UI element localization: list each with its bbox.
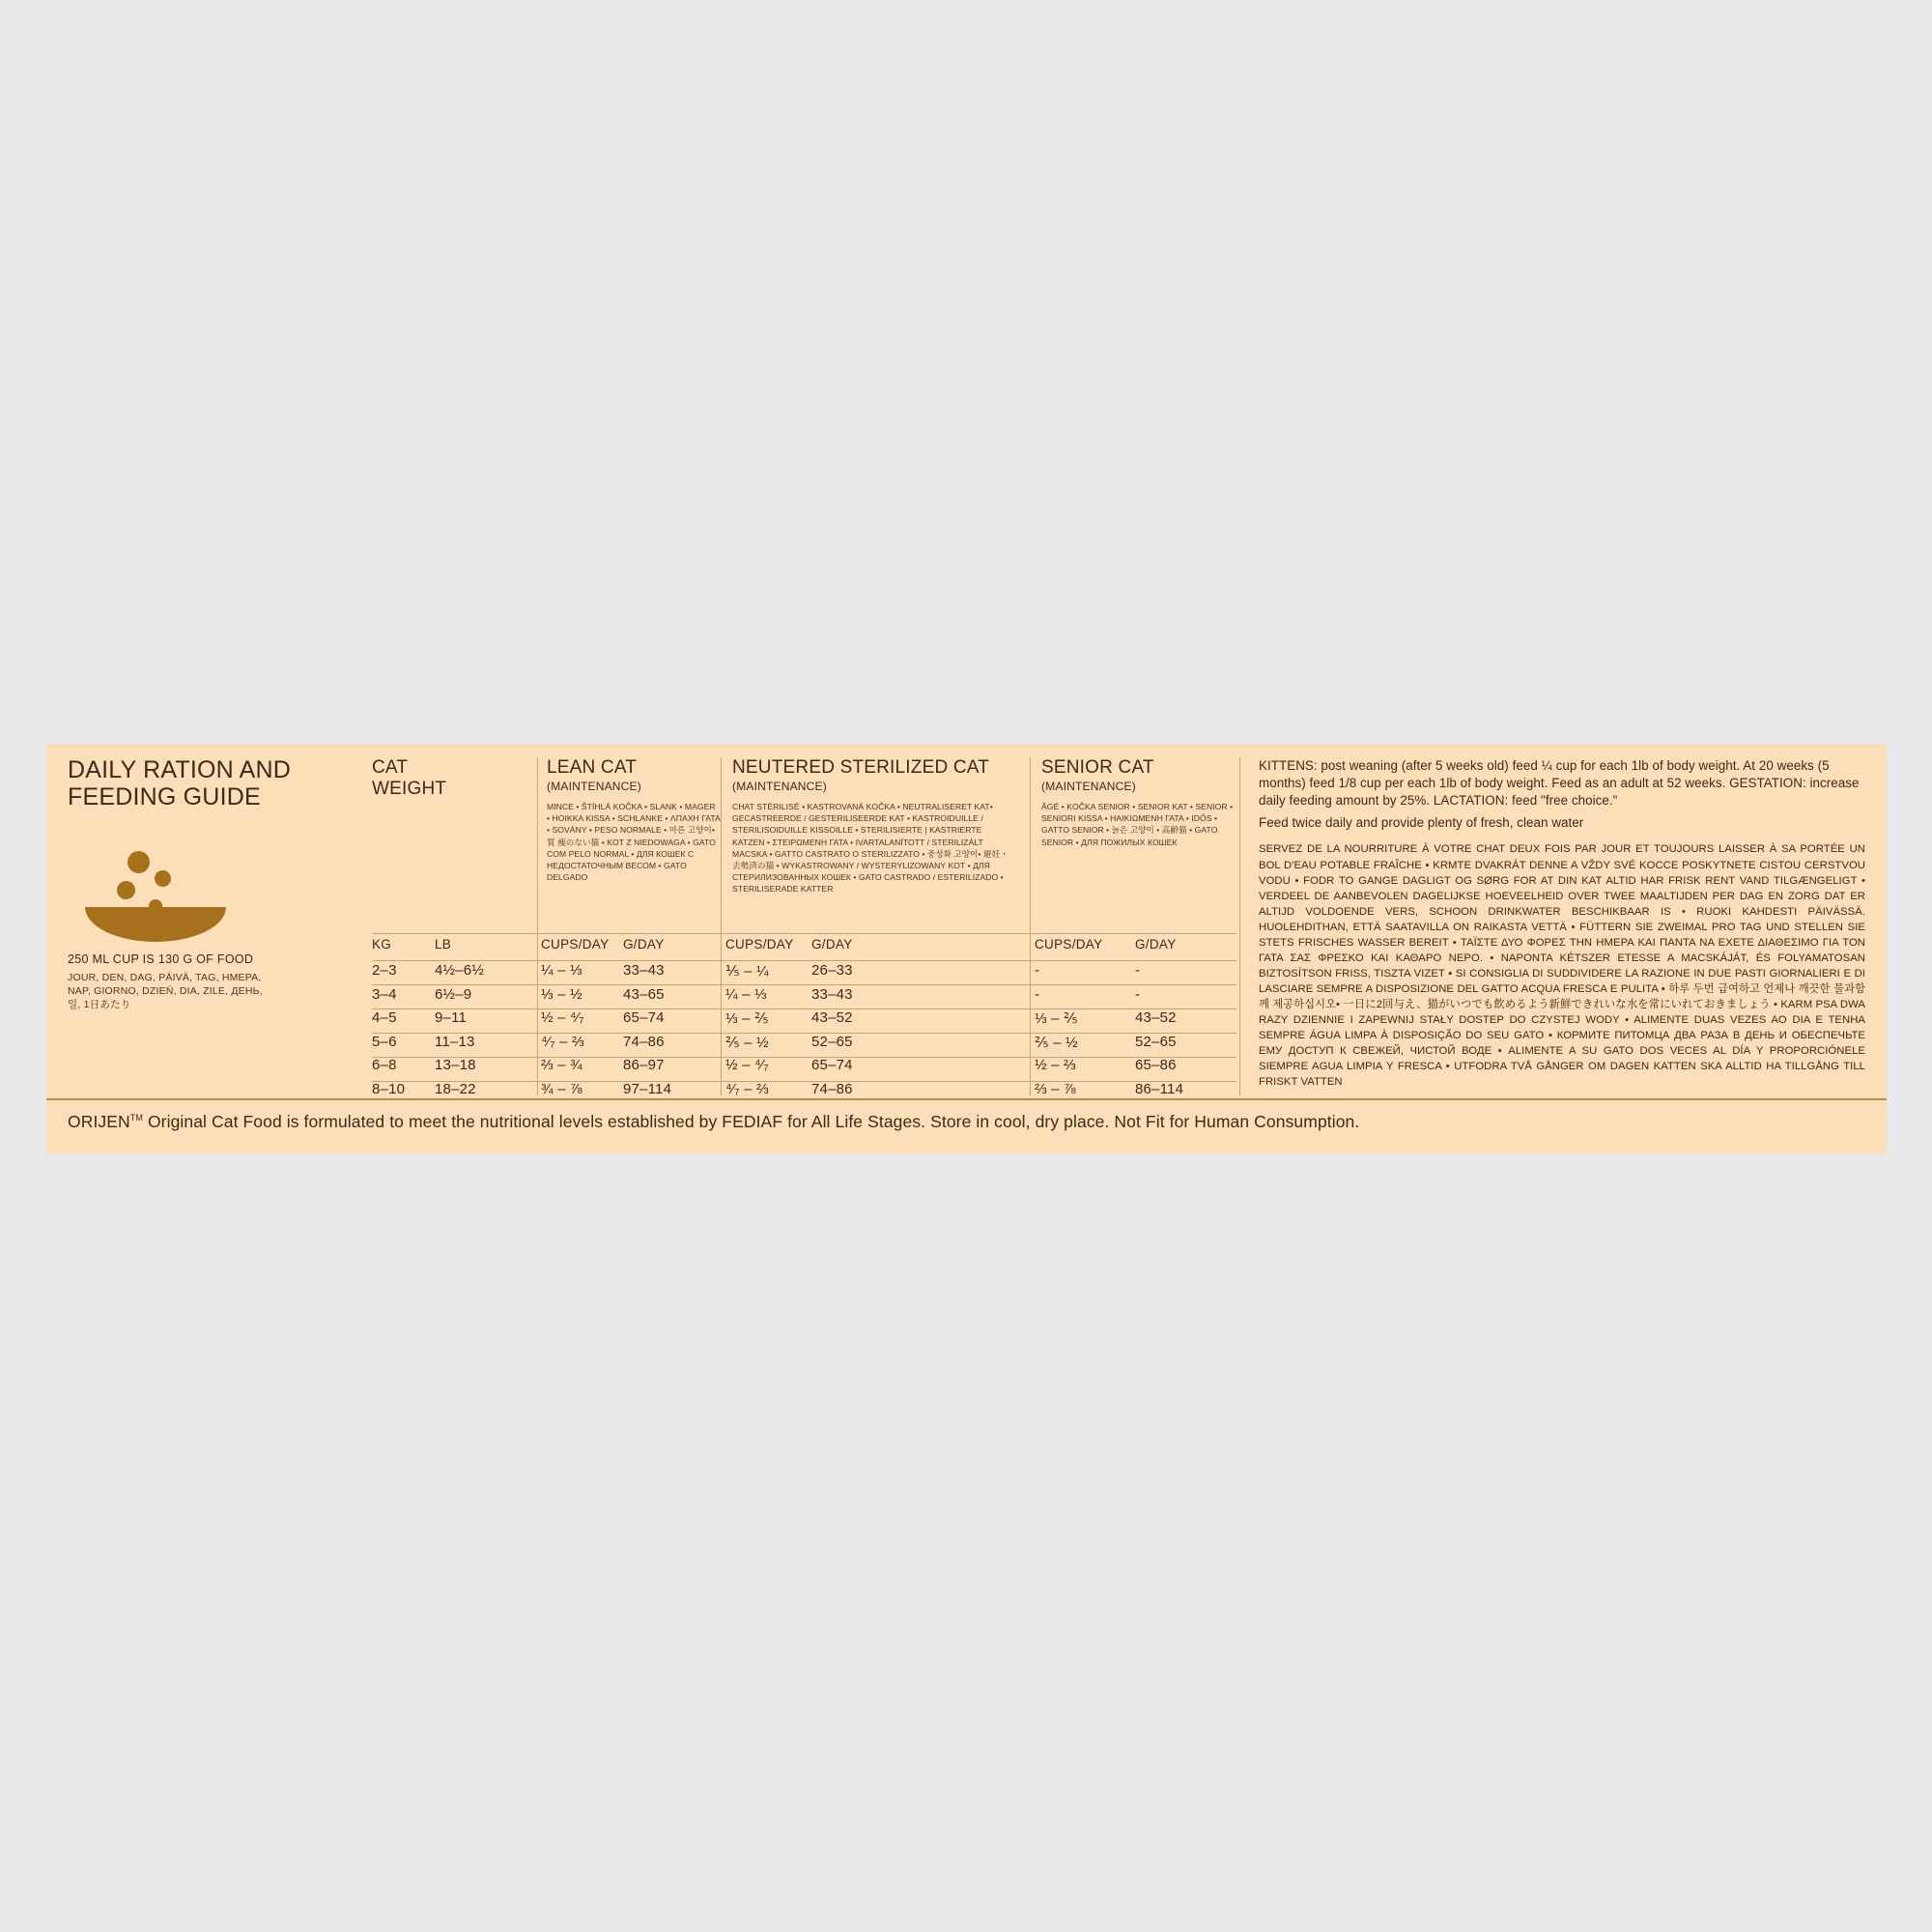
header-senior-cups: CUPS/DAY bbox=[1035, 937, 1103, 952]
cell-kg: 5–6 bbox=[372, 1033, 397, 1050]
column-heading: LEAN CAT bbox=[547, 757, 638, 778]
cell-lean-grams: 97–114 bbox=[623, 1080, 672, 1097]
column-divider bbox=[1239, 757, 1240, 1095]
cell-lean-grams: 86–97 bbox=[623, 1057, 665, 1073]
cup-note-translations: JOUR, DEN, DAG, PÄIVÄ, TAG, HMEPA, NAP, GIORNO, DZIEŃ, DIA, ZILE, ДЕНЬ, 일, 1日あたり bbox=[68, 972, 263, 1011]
cell-lean-grams: 65–74 bbox=[623, 1009, 665, 1026]
cell-neutered-grams: 33–43 bbox=[811, 985, 853, 1003]
cell-lean-cups: ⅔ – ¾ bbox=[541, 1057, 582, 1073]
cell-senior-cups: - bbox=[1035, 962, 1040, 979]
feeding-guide-panel bbox=[46, 744, 1887, 1154]
cell-lean-cups: ½ – ⁴⁄₇ bbox=[541, 1009, 584, 1026]
cell-lean-cups: ¼ – ⅓ bbox=[541, 962, 582, 979]
cell-senior-grams: 86–114 bbox=[1135, 1080, 1184, 1097]
trademark-symbol: TM bbox=[129, 1113, 143, 1123]
header-lean-grams: G/DAY bbox=[623, 937, 665, 952]
cup-conversion-note: 250 ML CUP IS 130 G OF FOOD bbox=[68, 952, 254, 966]
page-title bbox=[68, 757, 328, 810]
column-translations: ÂGÉ • KOČKA SENIOR • SENIOR KAT • SENIOR • SENIORI KISSA • HAIΚΙΩΜΕΝΗ ΓΑΤΑ • IDŐS • GATTO SENIOR • 늙은 고양이 • 高齢猫 • GATO SENIOR • ДЛЯ ПОЖИЛЫХ КОШЕК bbox=[1041, 802, 1234, 847]
column-lean-cat bbox=[547, 757, 721, 883]
cell-kg: 2–3 bbox=[372, 962, 397, 979]
cell-lean-cups: ¾ – ⅞ bbox=[541, 1080, 582, 1097]
cell-neutered-grams: 74–86 bbox=[811, 1080, 853, 1097]
cell-lb: 13–18 bbox=[435, 1057, 476, 1073]
feed-twice-daily-note: Feed twice daily and provide plenty of fresh, clean water bbox=[1259, 815, 1584, 831]
cell-senior-grams: 65–86 bbox=[1135, 1057, 1177, 1073]
cell-senior-grams: 43–52 bbox=[1135, 1009, 1177, 1026]
cell-lb: 4½–6½ bbox=[435, 962, 485, 979]
kibble-icon bbox=[128, 851, 150, 873]
cell-lb: 11–13 bbox=[435, 1033, 475, 1050]
header-kg: KG bbox=[372, 937, 392, 952]
column-subheading: (MAINTENANCE) bbox=[1041, 780, 1136, 793]
cell-senior-cups: ⅓ – ⅖ bbox=[1035, 1010, 1078, 1027]
column-heading: SENIOR CAT bbox=[1041, 757, 1154, 778]
header-lean-cups: CUPS/DAY bbox=[541, 937, 610, 952]
title-block bbox=[68, 757, 328, 1012]
cell-senior-grams: 52–65 bbox=[1135, 1033, 1177, 1050]
cell-senior-cups: ⅔ – ⅞ bbox=[1035, 1080, 1076, 1097]
cell-neutered-grams: 43–52 bbox=[811, 1009, 853, 1026]
cell-lean-cups: ⁴⁄₇ – ⅔ bbox=[541, 1033, 584, 1050]
feeding-table bbox=[372, 937, 1236, 1104]
column-heading: CAT bbox=[372, 757, 409, 778]
cell-neutered-grams: 52–65 bbox=[811, 1033, 853, 1050]
cell-lb: 9–11 bbox=[435, 1009, 468, 1026]
column-senior-cat bbox=[1041, 757, 1235, 848]
cell-lean-grams: 43–65 bbox=[623, 985, 665, 1003]
cell-lb: 18–22 bbox=[435, 1080, 476, 1097]
header-neutered-cups: CUPS/DAY bbox=[725, 937, 794, 952]
cell-lean-grams: 74–86 bbox=[623, 1033, 665, 1050]
cell-lean-cups: ⅓ – ½ bbox=[541, 985, 582, 1003]
table-row bbox=[372, 1034, 1236, 1058]
column-translations: CHAT STÉRILISÉ • KASTROVANÁ KOČKA • NEUTRALISERET KAT• GECASTREERDE / GESTERILISEERDE KAT • KASTROIDUILLE / STERILISOIDUILLE KISSOILLE • STERILISIERTE | KASTRIERTE KATZEN • ΣΤΕΙΡΩΜΕΝΗ ΓΑΤΑ • IVARTALANÍTOTT / STERILIZÁLT MACSKA • GATTO CASTRATO O STERILIZZATO • 중성화 고양이• 避妊・去勢済の猫 • WYKASTROWANY / WYSTERYLIZOWANY KOT • ДЛЯ СТЕРИЛИЗОВАННЫХ КОШЕК • GATO CASTRADO / ESTERILIZADO • STERILISERADE KATTER bbox=[732, 802, 1009, 895]
table-rule bbox=[372, 960, 1236, 961]
bowl-icon bbox=[85, 907, 226, 942]
column-subheading: (MAINTENANCE) bbox=[547, 780, 641, 793]
header-lb: LB bbox=[435, 937, 452, 952]
cell-neutered-grams: 65–74 bbox=[811, 1057, 853, 1073]
cell-senior-grams: - bbox=[1135, 985, 1141, 1003]
column-heading-2: WEIGHT bbox=[372, 779, 447, 799]
column-heading: NEUTERED STERILIZED CAT bbox=[732, 757, 990, 778]
cell-kg: 6–8 bbox=[372, 1057, 397, 1073]
table-row bbox=[372, 1009, 1236, 1034]
brand-name: ORIJEN bbox=[68, 1112, 130, 1131]
cell-neutered-cups: ¼ – ⅓ bbox=[725, 985, 767, 1003]
column-cat-weight bbox=[372, 757, 526, 800]
table-row bbox=[372, 962, 1236, 986]
kitten-feeding-instructions: KITTENS: post weaning (after 5 weeks old) feed ¼ cup for each 1lb of body weight. At 20 weeks (5 months) feed 1/8 cup per each 1lb of body weight. Feed as an adult at 52 weeks. GESTATION: increase daily feeding amount by 25%. LACTATION: feed "free choice." bbox=[1259, 758, 1860, 808]
footer-statement bbox=[68, 1112, 1359, 1132]
footer-divider bbox=[46, 1098, 1887, 1100]
column-translations: MINCE • ŠTÍHLÁ KOČKA • SLANK • MAGER • HOIKKA KISSA • SCHLANKE • ΛΠΑΧΗ ΓΑΤΑ • SOVÁNY • PESO NORMALE • 마른 고양이• 質 痩のない猫 • KOT Z NIEDOWAGA • GATO COM PELO NORMAL • ДЛЯ КОШЕК С НЕДОСТАТОЧНЫМ ВЕСОМ • GATO DELGADO bbox=[547, 802, 721, 883]
multilingual-instructions: SERVEZ DE LA NOURRITURE À VOTRE CHAT DEUX FOIS PAR JOUR ET TOUJOURS LAISSER À SA PORTÉE UN BOL D'EAU POTABLE FRAÎCHE • KRMTE DVAKRÁT DENNE A VŽDY SVÉ KOCCE POSKYTNETE CISTOU CERSTVOU VODU • FODR TO GANGE DAGLIGT OG SØRG FOR AT DIN KAT ALTID HAR FRISK RENT VAND TILGÆNGELIGT • VERDEEL DE AANBEVOLEN DAGELIJKSE HOEVEELHEID OVER TWEE MAALTIJDEN PER DAG EN ZORG DAT ER ALTIJD VOLDOENDE VERS, SCHOON DRINKWATER BESCHIKBAAR IS • RUOKI KAHDESTI PÄIVÄSSÄ. HUOLEHDITHAN, ETTÄ SAATAVILLA ON RAIKASTA VETTÄ • FÜTTERN SIE ZWEIMAL PRO TAG UND STELLEN SIE STETS FRISCHES WASSER BEREIT • ΤΑΪΣΤΕ ΔΥΟ ΦΟΡΕΣ ΤΗΝ ΗΜΕΡΑ ΚΑΙ ΠΑΝΤΑ ΝΑ ΕΧΕΤΕ ΔΙΑΘΕΣΙΜΟ ΓΙΑ ΤΟΝ ΓΑΤΑ ΣΑΣ ΦΡΕΣΚΟ ΚΑΙ ΚΑΘΑΡΟ ΝΕΡΟ. • ΝΑΡΟΝΤΑ ΚÉΤSΖΕR ETESSE A MACSKÁJÁT, ÉS FOLYAMATOSAN BIZTOSÍTSON FRISS, TISZTA VIZET • SI CONSIGLIA DI SUDDIVIDERE LA RAZIONE IN DUE PASTI GIORNALIERI E DI LASCIARE SEMPRE A DISPOSIZIONE DEL GATTO ACQUA FRESCA E PULITA • 하루 두번 급여하고 언제나 깨끗한 물과함께 제공하십시오• 一日に2回与え、猫がいつでも飲めるよう新鮮できれいな水を常にいれておきましょう • KARM PSA DWA RAZY DZIENNIE I ZAPEWNIJ STAŁY DOSTEP DO CZYSTEJ WODY • ALIMENTE DUAS VEZES AO DIA E TENHA SEMPRE ÁGUA LIMPA À DISPOSIÇÃO DO SEU GATO • КОРМИТЕ ПИТОМЦА ДВА РАЗА В ДЕНЬ И ОБЕСПЕЧЬТЕ ЕМУ ДОСТУП К СВЕЖЕЙ, ЧИСТОЙ ВОДЕ • ALIMENTE A SU GATO DOS VECES AL DÍA Y PROPORCIÓNELE SIEMPRE AGUA LIMPIA Y FRESCA • UTFODRA TVÅ GÅNGER OM DAGEN KATTEN SKA ALLTID HA TILLGÅNG TILL FRISKT VATTEN bbox=[1259, 843, 1865, 1088]
instructions-block bbox=[1259, 757, 1865, 1090]
table-row bbox=[372, 1081, 1236, 1105]
column-neutered-cat bbox=[732, 757, 1012, 895]
cell-kg: 3–4 bbox=[372, 985, 397, 1003]
header-neutered-grams: G/DAY bbox=[811, 937, 853, 952]
cell-neutered-cups: ⁴⁄₇ – ⅔ bbox=[725, 1080, 769, 1097]
cell-senior-cups: - bbox=[1035, 985, 1040, 1003]
table-rule bbox=[372, 933, 1236, 934]
food-bowl-icon bbox=[85, 849, 249, 941]
table-row bbox=[372, 1057, 1236, 1081]
cell-senior-cups: ½ – ⅔ bbox=[1035, 1057, 1076, 1073]
footer-statement-text: Original Cat Food is formulated to meet the nutritional levels established by FEDIAF for All Life Stages. Store in cool, dry place. Not Fit for Human Consumption. bbox=[142, 1112, 1360, 1131]
cell-senior-cups: ⅖ – ½ bbox=[1035, 1034, 1078, 1051]
page-title-line1: DAILY RATION AND bbox=[68, 756, 292, 783]
cell-senior-grams: - bbox=[1135, 962, 1141, 979]
table-header-row bbox=[372, 937, 1236, 962]
page-title-line2: FEEDING GUIDE bbox=[68, 782, 261, 810]
cell-lean-grams: 33–43 bbox=[623, 962, 665, 979]
cell-kg: 8–10 bbox=[372, 1080, 406, 1097]
cell-neutered-cups: ½ – ⁴⁄₇ bbox=[725, 1057, 769, 1073]
kibble-icon bbox=[155, 870, 171, 887]
cell-neutered-cups: ⅕ – ¼ bbox=[725, 963, 769, 980]
column-subheading: (MAINTENANCE) bbox=[732, 780, 827, 793]
cell-neutered-cups: ⅖ – ½ bbox=[725, 1034, 769, 1051]
table-row bbox=[372, 986, 1236, 1010]
cell-neutered-grams: 26–33 bbox=[811, 962, 853, 979]
cell-kg: 4–5 bbox=[372, 1009, 397, 1026]
cell-lb: 6½–9 bbox=[435, 985, 472, 1003]
header-senior-grams: G/DAY bbox=[1135, 937, 1177, 952]
kibble-icon bbox=[117, 881, 135, 899]
cell-neutered-cups: ⅓ – ⅖ bbox=[725, 1010, 769, 1027]
